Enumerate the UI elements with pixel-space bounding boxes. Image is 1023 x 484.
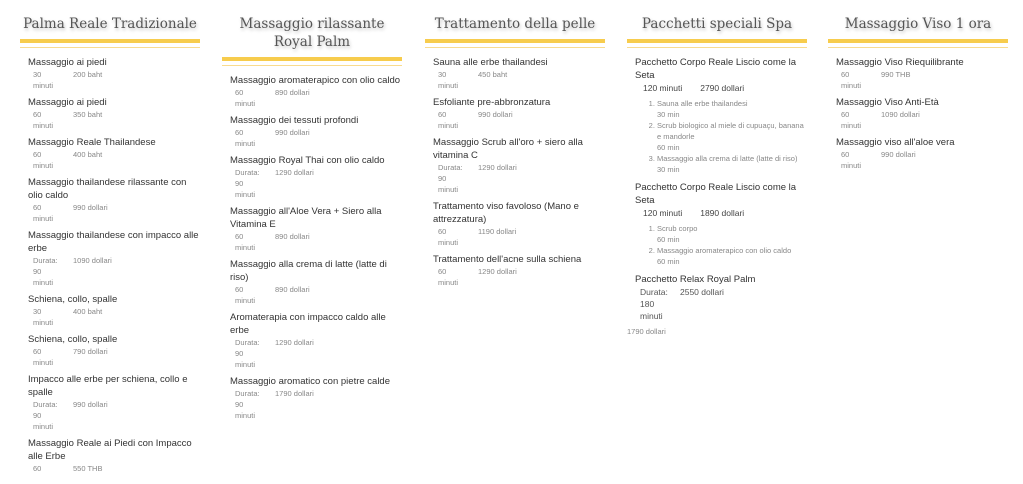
menu-column bbox=[425, 0, 605, 293]
duration-unit: minuti bbox=[235, 243, 256, 252]
duration-unit: minuti bbox=[438, 278, 459, 287]
item-name: Massaggio Viso Riequilibrante bbox=[836, 57, 964, 68]
price: 890 dollari bbox=[275, 232, 310, 241]
package-steps bbox=[635, 98, 807, 175]
duration-label: Durata: bbox=[33, 256, 58, 265]
duration-value: 30 bbox=[33, 70, 42, 79]
package-price: 2790 dollari bbox=[700, 83, 745, 93]
price: 350 baht bbox=[73, 110, 103, 119]
price: 1290 dollari bbox=[275, 338, 314, 347]
price: 1790 dollari bbox=[275, 389, 314, 398]
duration-unit: minuti bbox=[438, 185, 459, 194]
duration-unit: minuti bbox=[33, 422, 54, 431]
duration-line bbox=[28, 346, 200, 357]
item-name: Impacco alle erbe per schiena, collo e spalle bbox=[28, 374, 188, 398]
duration-line bbox=[28, 202, 200, 213]
duration-line bbox=[28, 149, 200, 160]
duration-line bbox=[230, 167, 402, 178]
column-title: Massaggio rilassante Royal Palm bbox=[239, 16, 385, 50]
item-name: Massaggio Viso Anti-Età bbox=[836, 97, 939, 108]
price: 1290 dollari bbox=[275, 168, 314, 177]
menu-item bbox=[28, 437, 200, 474]
duration-value: 60 bbox=[235, 232, 244, 241]
duration-line bbox=[28, 399, 200, 410]
menu-item bbox=[230, 375, 402, 421]
menu-column bbox=[828, 0, 1008, 176]
package-step bbox=[657, 120, 807, 153]
duration-unit: minuti bbox=[33, 318, 54, 327]
duration-line bbox=[230, 388, 402, 399]
menu-item bbox=[28, 56, 200, 91]
item-name: Massaggio thailandese rilassante con olio caldo bbox=[28, 177, 187, 201]
duration-line bbox=[28, 463, 200, 474]
duration-value: 60 bbox=[33, 150, 42, 159]
duration-value: 60 bbox=[235, 88, 244, 97]
extra-price: 1790 dollari bbox=[627, 327, 666, 336]
item-name: Schiena, collo, spalle bbox=[28, 334, 118, 345]
duration-label: Durata: bbox=[235, 338, 260, 347]
duration-unit: minuti bbox=[841, 81, 862, 90]
duration-value: 90 bbox=[438, 174, 447, 183]
menu-item bbox=[28, 136, 200, 171]
menu-item bbox=[230, 154, 402, 200]
menu-item bbox=[28, 293, 200, 328]
duration-unit: minuti bbox=[33, 278, 54, 287]
duration-line bbox=[433, 266, 605, 277]
price: 450 baht bbox=[478, 70, 508, 79]
duration-label: Durata: bbox=[33, 400, 58, 409]
package-item bbox=[635, 273, 807, 322]
duration-line bbox=[230, 231, 402, 242]
duration-unit: minuti bbox=[235, 139, 256, 148]
duration-value: 180 bbox=[640, 299, 655, 309]
item-name: Massaggio ai piedi bbox=[28, 57, 107, 68]
menu-item bbox=[836, 56, 1008, 91]
duration-line bbox=[28, 255, 200, 266]
package-step bbox=[657, 98, 807, 120]
duration-value: 60 bbox=[235, 128, 244, 137]
item-name: Trattamento viso favoloso (Mano e attrezzatura) bbox=[433, 201, 579, 225]
column-title: Palma Reale Tradizionale bbox=[23, 16, 197, 32]
menu-item bbox=[433, 253, 605, 288]
title-underline bbox=[20, 39, 200, 43]
price: 990 dollari bbox=[478, 110, 513, 119]
duration-value: 30 bbox=[33, 307, 42, 316]
price: 990 THB bbox=[881, 70, 911, 79]
duration-line bbox=[230, 127, 402, 138]
package-step bbox=[657, 223, 807, 245]
price: 1090 dollari bbox=[73, 256, 112, 265]
menu-item bbox=[230, 205, 402, 253]
item-name: Massaggio thailandese con impacco alle erbe bbox=[28, 230, 199, 254]
price: 400 baht bbox=[73, 307, 103, 316]
price: 990 dollari bbox=[881, 150, 916, 159]
column-title: Trattamento della pelle bbox=[434, 16, 596, 32]
menu-item bbox=[433, 96, 605, 131]
menu-item bbox=[28, 333, 200, 368]
package-name: Pacchetto Corpo Reale Liscio come la Seta bbox=[635, 182, 797, 206]
package-step bbox=[657, 153, 807, 175]
duration-line bbox=[433, 226, 605, 237]
item-name: Massaggio aromaterapico con olio caldo bbox=[230, 75, 401, 86]
item-name: Massaggio ai piedi bbox=[28, 97, 107, 108]
title-underline bbox=[828, 39, 1008, 43]
title-underline bbox=[222, 57, 402, 61]
price: 550 THB bbox=[73, 464, 103, 473]
package-step bbox=[657, 245, 807, 267]
item-list bbox=[425, 48, 605, 288]
duration-value: 90 bbox=[235, 400, 244, 409]
item-name: Massaggio aromatico con pietre calde bbox=[230, 376, 391, 387]
duration-line bbox=[836, 149, 1008, 160]
duration-line bbox=[28, 109, 200, 120]
title-underline bbox=[425, 39, 605, 43]
duration-line bbox=[635, 286, 807, 298]
step-name: Scrub corpo bbox=[657, 224, 698, 233]
duration-unit: minuti bbox=[640, 311, 663, 321]
duration-label: Durata: bbox=[640, 287, 668, 297]
duration-label: Durata: bbox=[235, 168, 260, 177]
duration-unit: minuti bbox=[438, 81, 459, 90]
price: 990 dollari bbox=[275, 128, 310, 137]
price: 1090 dollari bbox=[881, 110, 920, 119]
duration-value: 60 bbox=[33, 464, 42, 473]
menu-item bbox=[230, 114, 402, 149]
package-name: Pacchetto Relax Royal Palm bbox=[635, 274, 756, 285]
menu-column bbox=[627, 0, 807, 336]
package-price: 1890 dollari bbox=[700, 208, 745, 218]
item-name: Massaggio dei tessuti profondi bbox=[230, 115, 359, 126]
duration-line bbox=[433, 69, 605, 80]
duration-value: 60 bbox=[33, 347, 42, 356]
duration-line bbox=[836, 109, 1008, 120]
menu-item bbox=[28, 229, 200, 288]
item-list bbox=[627, 48, 807, 336]
duration-unit: minuti bbox=[235, 411, 256, 420]
item-list bbox=[20, 48, 200, 474]
item-name: Trattamento dell'acne sulla schiena bbox=[433, 254, 582, 265]
menu-item bbox=[836, 96, 1008, 131]
price: 1190 dollari bbox=[478, 227, 517, 236]
price: 790 dollari bbox=[73, 347, 108, 356]
price: 400 baht bbox=[73, 150, 103, 159]
duration-value: 60 bbox=[33, 110, 42, 119]
package-duration: 120 minuti bbox=[643, 208, 683, 218]
package-item bbox=[635, 56, 807, 175]
step-time: 60 min bbox=[657, 235, 680, 244]
item-name: Esfoliante pre-abbronzatura bbox=[433, 97, 551, 108]
price: 990 dollari bbox=[73, 203, 108, 212]
item-name: Aromaterapia con impacco caldo alle erbe bbox=[230, 312, 386, 336]
duration-line bbox=[28, 69, 200, 80]
price: 890 dollari bbox=[275, 285, 310, 294]
duration-value: 60 bbox=[438, 267, 447, 276]
item-list bbox=[828, 48, 1008, 171]
duration-unit: minuti bbox=[33, 81, 54, 90]
package-steps bbox=[635, 223, 807, 267]
duration-unit: minuti bbox=[235, 360, 256, 369]
duration-value: 60 bbox=[438, 110, 447, 119]
duration-label: Durata: bbox=[438, 163, 463, 172]
menu-item bbox=[433, 136, 605, 195]
step-time: 30 min bbox=[657, 110, 680, 119]
step-time: 60 min bbox=[657, 257, 680, 266]
step-name: Sauna alle erbe thailandesi bbox=[657, 99, 748, 108]
menu-item bbox=[28, 176, 200, 224]
step-name: Scrub biologico al miele di cupuaçu, banana e mandorle bbox=[657, 121, 804, 141]
price: 200 baht bbox=[73, 70, 103, 79]
menu-item bbox=[230, 311, 402, 370]
step-time: 30 min bbox=[657, 165, 680, 174]
package-meta bbox=[635, 207, 807, 220]
package-duration: 120 minuti bbox=[643, 83, 683, 93]
duration-unit: minuti bbox=[841, 161, 862, 170]
item-name: Massaggio alla crema di latte (latte di riso) bbox=[230, 259, 387, 283]
duration-value: 60 bbox=[33, 203, 42, 212]
item-name: Massaggio Reale ai Piedi con Impacco alle Erbe bbox=[28, 438, 192, 462]
item-list bbox=[222, 66, 402, 421]
item-name: Sauna alle erbe thailandesi bbox=[433, 57, 548, 68]
duration-line bbox=[230, 337, 402, 348]
item-name: Massaggio Royal Thai con olio caldo bbox=[230, 155, 385, 166]
menu-item bbox=[230, 74, 402, 109]
duration-value: 30 bbox=[438, 70, 447, 79]
menu-item bbox=[433, 56, 605, 91]
duration-unit: minuti bbox=[235, 99, 256, 108]
price: 2550 dollari bbox=[680, 287, 724, 297]
duration-line bbox=[230, 87, 402, 98]
duration-unit: minuti bbox=[33, 161, 54, 170]
duration-value: 90 bbox=[235, 179, 244, 188]
step-time: 60 min bbox=[657, 143, 680, 152]
menu-item bbox=[230, 258, 402, 306]
duration-value: 90 bbox=[33, 411, 42, 420]
price: 1290 dollari bbox=[478, 163, 517, 172]
duration-line bbox=[28, 306, 200, 317]
duration-unit: minuti bbox=[33, 121, 54, 130]
price: 890 dollari bbox=[275, 88, 310, 97]
duration-unit: minuti bbox=[235, 296, 256, 305]
duration-value: 60 bbox=[438, 227, 447, 236]
step-name: Massaggio alla crema di latte (latte di riso) bbox=[657, 154, 798, 163]
item-name: Massaggio Scrub all'oro + siero alla vitamina C bbox=[433, 137, 583, 161]
menu-column bbox=[20, 0, 200, 479]
menu-item bbox=[28, 96, 200, 131]
duration-unit: minuti bbox=[841, 121, 862, 130]
duration-line bbox=[230, 284, 402, 295]
duration-value: 60 bbox=[841, 150, 850, 159]
duration-line bbox=[433, 109, 605, 120]
column-title: Massaggio Viso 1 ora bbox=[844, 16, 992, 32]
duration-value: 60 bbox=[841, 110, 850, 119]
duration-line bbox=[836, 69, 1008, 80]
item-name: Massaggio all'Aloe Vera + Siero alla Vitamina E bbox=[230, 206, 382, 230]
price: 1290 dollari bbox=[478, 267, 517, 276]
duration-unit: minuti bbox=[438, 121, 459, 130]
duration-value: 90 bbox=[235, 349, 244, 358]
item-name: Schiena, collo, spalle bbox=[28, 294, 118, 305]
duration-line bbox=[433, 162, 605, 173]
duration-value: 60 bbox=[841, 70, 850, 79]
package-item bbox=[635, 181, 807, 267]
price: 990 dollari bbox=[73, 400, 108, 409]
menu-item bbox=[28, 373, 200, 432]
menu-item bbox=[433, 200, 605, 248]
column-title: Pacchetti speciali Spa bbox=[641, 16, 793, 32]
menu-item bbox=[836, 136, 1008, 171]
step-name: Massaggio aromaterapico con olio caldo bbox=[657, 246, 792, 255]
duration-unit: minuti bbox=[33, 358, 54, 367]
duration-unit: minuti bbox=[438, 238, 459, 247]
duration-label: Durata: bbox=[235, 389, 260, 398]
duration-unit: minuti bbox=[235, 190, 256, 199]
package-name: Pacchetto Corpo Reale Liscio come la Seta bbox=[635, 57, 797, 81]
menu-column bbox=[222, 0, 402, 426]
item-name: Massaggio Reale Thailandese bbox=[28, 137, 156, 148]
duration-value: 90 bbox=[33, 267, 42, 276]
package-meta bbox=[635, 82, 807, 95]
item-name: Massaggio viso all'aloe vera bbox=[836, 137, 955, 148]
duration-value: 60 bbox=[235, 285, 244, 294]
duration-unit: minuti bbox=[33, 214, 54, 223]
title-underline bbox=[627, 39, 807, 43]
